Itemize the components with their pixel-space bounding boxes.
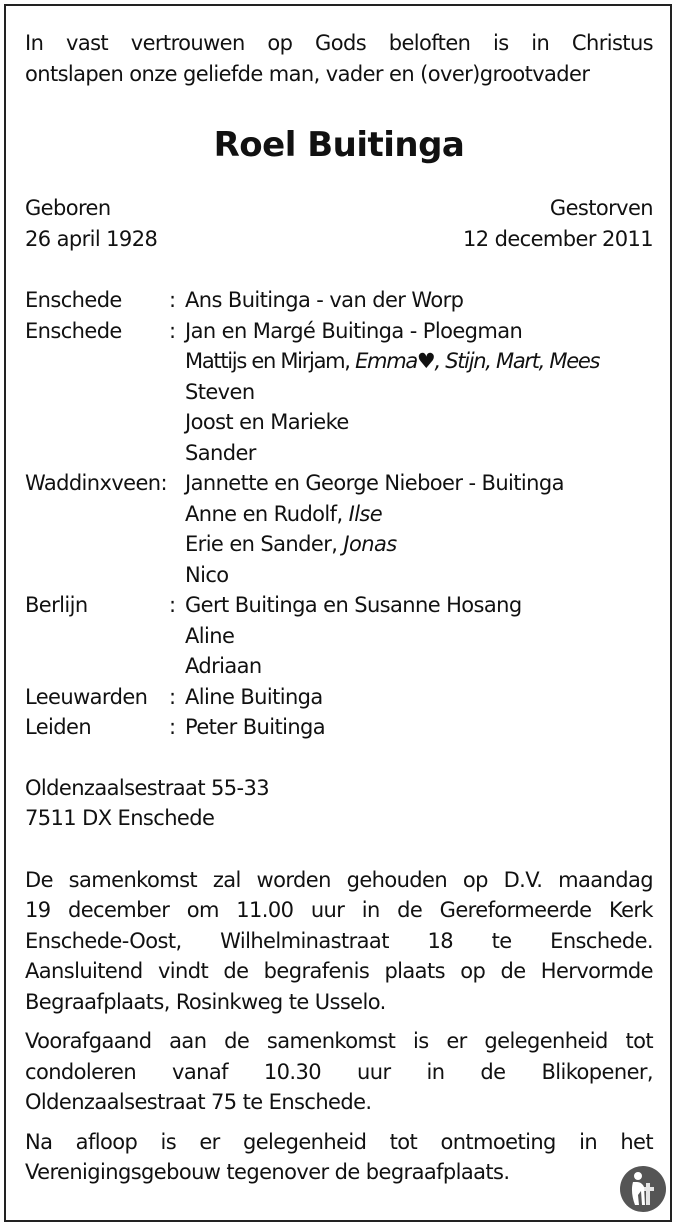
family-names: Gert Buitinga en Susanne Hosang xyxy=(185,593,522,617)
family-names: Ans Buitinga - van der Worp xyxy=(185,288,464,312)
family-colon: : xyxy=(169,318,176,343)
paragraph-line: Enschede-Oost, Wilhelminastraat 18 te Enschede. xyxy=(25,928,653,953)
condolence-paragraph xyxy=(25,1026,653,1118)
family-subline xyxy=(185,346,653,377)
address-city: 7511 DX Enschede xyxy=(25,806,215,830)
paragraph-line: Oldenzaalsestraat 75 te Enschede. xyxy=(25,1090,372,1114)
memorial-logo-icon xyxy=(619,1165,667,1213)
great-grandchild-name: Jonas xyxy=(343,532,397,556)
family-names: Aline Buitinga xyxy=(185,684,323,709)
paragraph-line: Aansluitend vindt de begrafenis plaats op de Hervormde xyxy=(25,959,653,983)
birth-label: Geboren xyxy=(25,196,111,220)
family-row xyxy=(25,316,653,347)
family-row xyxy=(25,468,653,499)
great-grandchild-name: Ilse xyxy=(348,501,383,526)
paragraph-line: Na afloop is er gelegenheid tot ontmoeting in het xyxy=(25,1129,653,1154)
grandchild-names: Anne en Rudolf, xyxy=(185,501,343,526)
paragraph-line: condoleren vanaf 10.30 uur in de Blikopener, xyxy=(25,1059,653,1084)
birth-date: 26 april 1928 xyxy=(25,226,158,251)
paragraph-line: 19 december om 11.00 uur in de Gereformeerde Kerk xyxy=(25,898,653,922)
family-names: Jan en Margé Buitinga - Ploegman xyxy=(185,318,523,343)
obituary-notice xyxy=(25,28,653,1188)
family-colon: : xyxy=(169,715,176,739)
family-subline: Adriaan xyxy=(185,654,262,678)
death-label: Gestorven xyxy=(549,196,653,220)
family-names: Jannette en George Nieboer - Buitinga xyxy=(185,471,564,495)
address-block xyxy=(25,773,653,834)
intro-line-1: In vast vertrouwen op Gods beloften is in Christus xyxy=(25,31,653,55)
address-street: Oldenzaalsestraat 55-33 xyxy=(25,775,270,800)
great-grandchild-name: Emma xyxy=(355,349,417,373)
family-colon xyxy=(169,468,185,499)
family-row xyxy=(25,712,653,743)
family-row xyxy=(25,285,653,316)
family-place: Leiden xyxy=(25,715,92,739)
service-paragraph xyxy=(25,865,653,1018)
family-subline: Nico xyxy=(185,562,229,587)
grandchild-names: Erie en Sander, xyxy=(185,532,338,556)
death-date: 12 december 2011 xyxy=(463,226,653,251)
heart-icon: ♥ xyxy=(416,349,435,373)
family-subline xyxy=(185,529,653,560)
intro-line-2: ontslapen onze geliefde man, vader en (over)grootvader xyxy=(25,61,590,86)
family-place: Leeuwarden xyxy=(25,684,148,709)
family-place: Waddinxveen: xyxy=(25,471,167,495)
paragraph-line: De samenkomst zal worden gehouden op D.V. maandag xyxy=(25,867,653,892)
family-colon: : xyxy=(169,288,176,312)
family-subline: Steven xyxy=(185,379,255,404)
deceased-name: Roel Buitinga xyxy=(213,125,465,165)
family-subline: Sander xyxy=(185,440,256,465)
family-subline xyxy=(185,499,653,530)
family-place: Enschede xyxy=(25,318,122,343)
family-subline: Aline xyxy=(185,623,235,648)
family-colon: : xyxy=(169,684,176,709)
family-colon: : xyxy=(169,593,176,617)
family-row xyxy=(25,682,653,713)
family-place: Berlijn xyxy=(25,593,88,617)
meeting-paragraph xyxy=(25,1127,653,1188)
family-names: Peter Buitinga xyxy=(185,715,326,739)
dates-block xyxy=(25,193,653,254)
family-subline: Joost en Marieke xyxy=(185,410,349,434)
death-block xyxy=(463,193,653,254)
family-list xyxy=(25,285,653,743)
family-row xyxy=(25,590,653,621)
paragraph-line: Verenigingsgebouw tegenover de begraafplaats. xyxy=(25,1160,510,1184)
great-grandchild-names: , Stijn, Mart, Mees xyxy=(434,349,600,373)
grandchild-names: Mattijs en Mirjam, xyxy=(185,349,350,373)
paragraph-line: Begraafplaats, Rosinkweg te Usselo. xyxy=(25,989,386,1014)
paragraph-line: Voorafgaand aan de samenkomst is er gelegenheid tot xyxy=(25,1029,653,1053)
birth-block xyxy=(25,193,157,254)
intro-text xyxy=(25,28,653,89)
family-place: Enschede xyxy=(25,288,122,312)
